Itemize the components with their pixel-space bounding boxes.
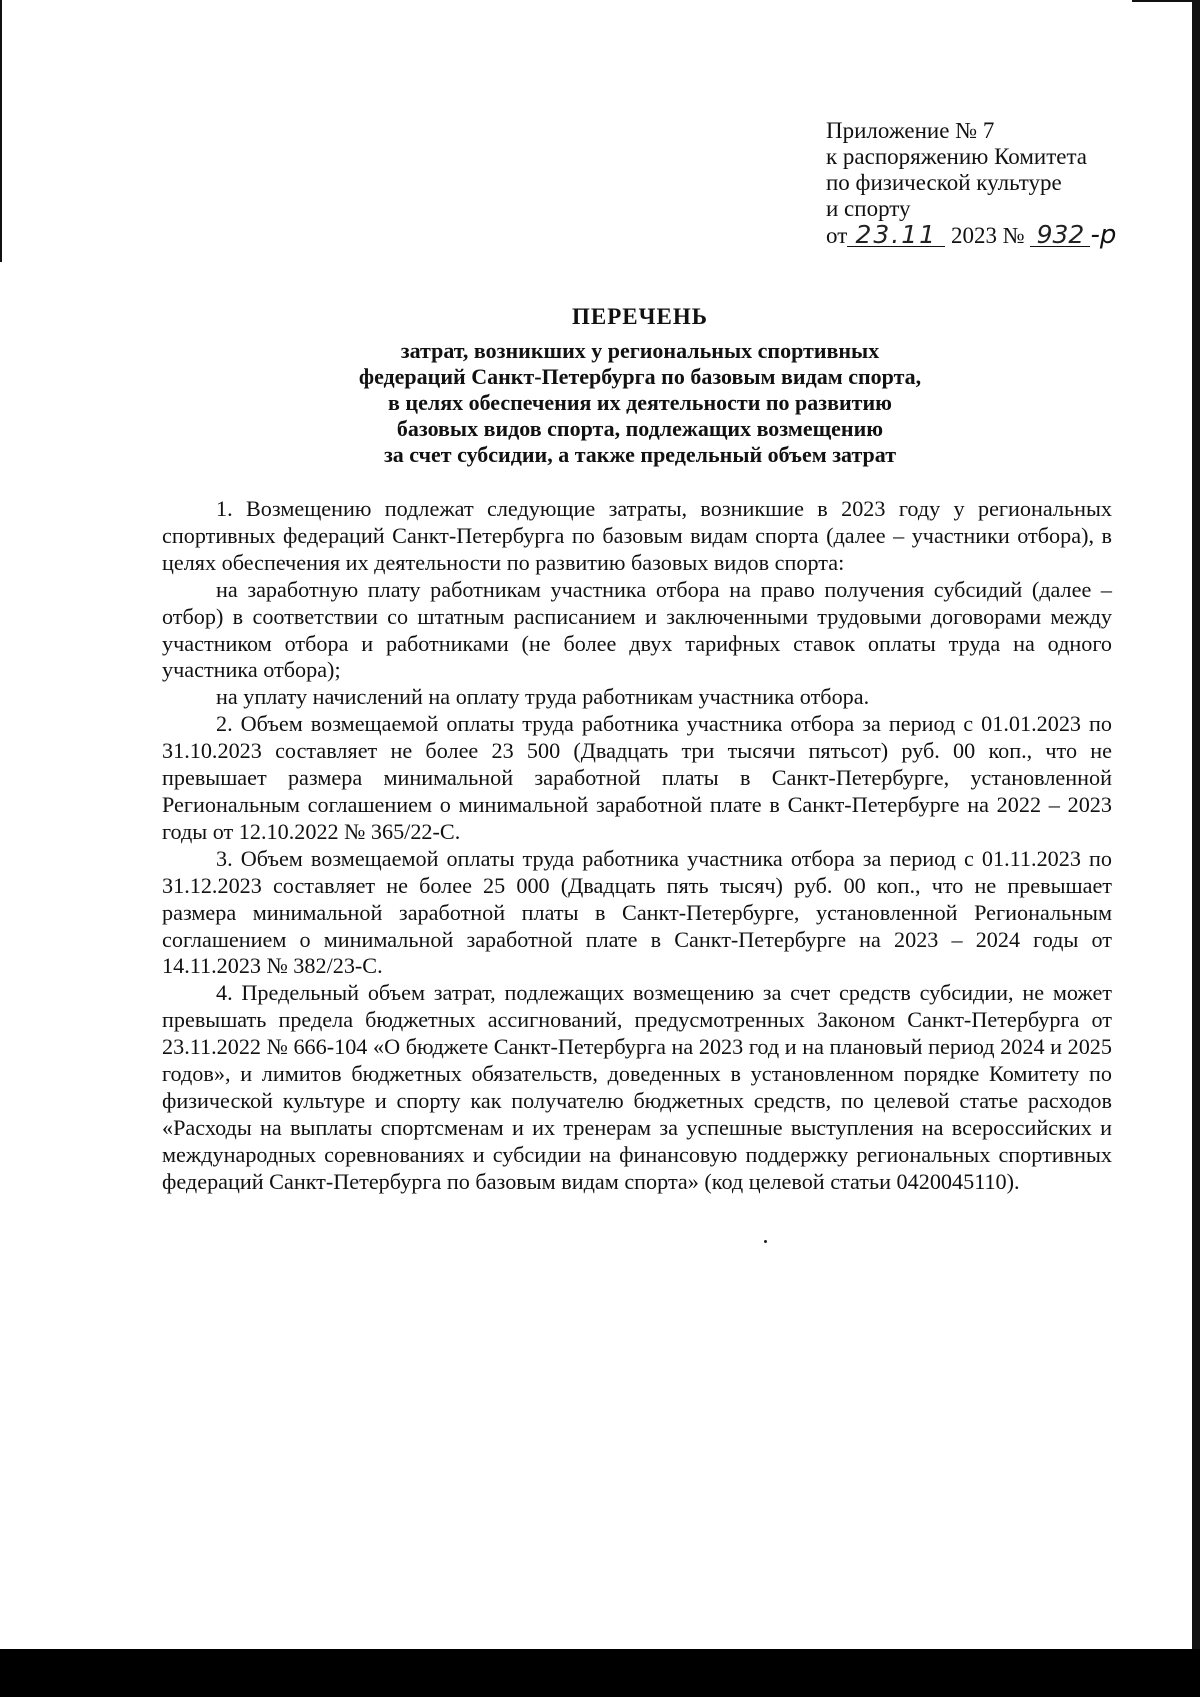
paragraph-1b: на уплату начислений на оплату труда работникам участника отбора. [216,684,870,710]
paragraph-1a: на заработную плату работникам участника отбора на право получения субсидий (далее – отбор) в соответствии со штатным расписанием и заключенными трудовыми договорами между участником отбора и работниками (не более двух тарифных ставок оплаты труда на одного участника отбора); [162,576,1112,683]
title-line: затрат, возникших у региональных спортивных [400,338,880,363]
paragraph-1: 1. Возмещению подлежат следующие затраты, возникшие в 2023 году у региональных спортивных федераций Санкт-Петербурга по базовым видам спорта (далее – участники отбора), в целях обеспечения их деятельности по развитию базовых видов спорта: [162,496,1112,575]
scan-bottom-band [0,1649,1200,1697]
handwritten-number: 932 [1030,224,1090,247]
scan-edge-left [0,0,2,262]
scan-edge-top [1132,0,1192,2]
appendix-date-line [826,222,1166,249]
appendix-line: к распоряжению Комитета [826,144,1087,169]
appendix-line: по физической культуре [826,170,1062,195]
document-title [200,304,1080,468]
paragraph-2: 2. Объем возмещаемой оплаты труда работника участника отбора за период с 01.01.2023 по 31.10.2023 составляет не более 23 500 (Двадцать три тысячи пятьсот) руб. 00 коп., что не превышает размера минимальной заработной платы в Санкт-Петербурге, установленной Региональным соглашением о минимальной заработной плате в Санкт-Петербурге на 2022 – 2023 годы от 12.10.2022 № 365/22-С. [162,711,1112,844]
year-number-label: 2023 № [951,223,1025,248]
scan-speck [764,1240,767,1243]
title-line: в целях обеспечения их деятельности по развитию [388,390,892,415]
date-prefix: от [826,223,848,248]
appendix-line: и спорту [826,196,911,221]
handwritten-date: 23.11 [847,224,945,247]
paragraph-3: 3. Объем возмещаемой оплаты труда работника участника отбора за период с 01.11.2023 по 31.12.2023 составляет не более 25 000 (Двадцать пять тысяч) руб. 00 коп., что не превышает размера минимальной заработной платы в Санкт-Петербурге, установленной Региональным соглашением о минимальной заработной плате в Санкт-Петербурге на 2023 – 2024 годы от 14.11.2023 № 382/23-С. [162,845,1112,979]
title-line: федераций Санкт-Петербурга по базовым видам спорта, [358,364,922,389]
handwritten-suffix: -р [1090,220,1117,250]
title-line: базовых видов спорта, подлежащих возмещению [396,416,884,441]
appendix-header [826,118,1166,249]
scan-edge-right [1192,0,1200,1650]
title-main: ПЕРЕЧЕНЬ [572,304,708,329]
document-body [162,496,1112,1196]
title-line: за счет субсидии, а также предельный объем затрат [383,442,897,467]
appendix-line: Приложение № 7 [826,118,995,143]
paragraph-4: 4. Предельный объем затрат, подлежащих возмещению за счет средств субсидии, не может превышать предела бюджетных ассигнований, предусмотренных Законом Санкт-Петербурга от 23.11.2022 № 666-104 «О бюджете Санкт-Петербурга на 2023 год и на плановый период 2024 и 2025 годов», и лимитов бюджетных обязательств, доведенных в установленном порядке Комитету по физической культуре и спорту как получателю бюджетных средств, по целевой статье расходов «Расходы на выплаты спортсменам и их тренерам за успешные выступления на всероссийских и международных соревнованиях и субсидии на финансовую поддержку региональных спортивных федераций Санкт-Петербурга по базовым видам спорта» (код целевой статьи 0420045110). [162,980,1112,1194]
